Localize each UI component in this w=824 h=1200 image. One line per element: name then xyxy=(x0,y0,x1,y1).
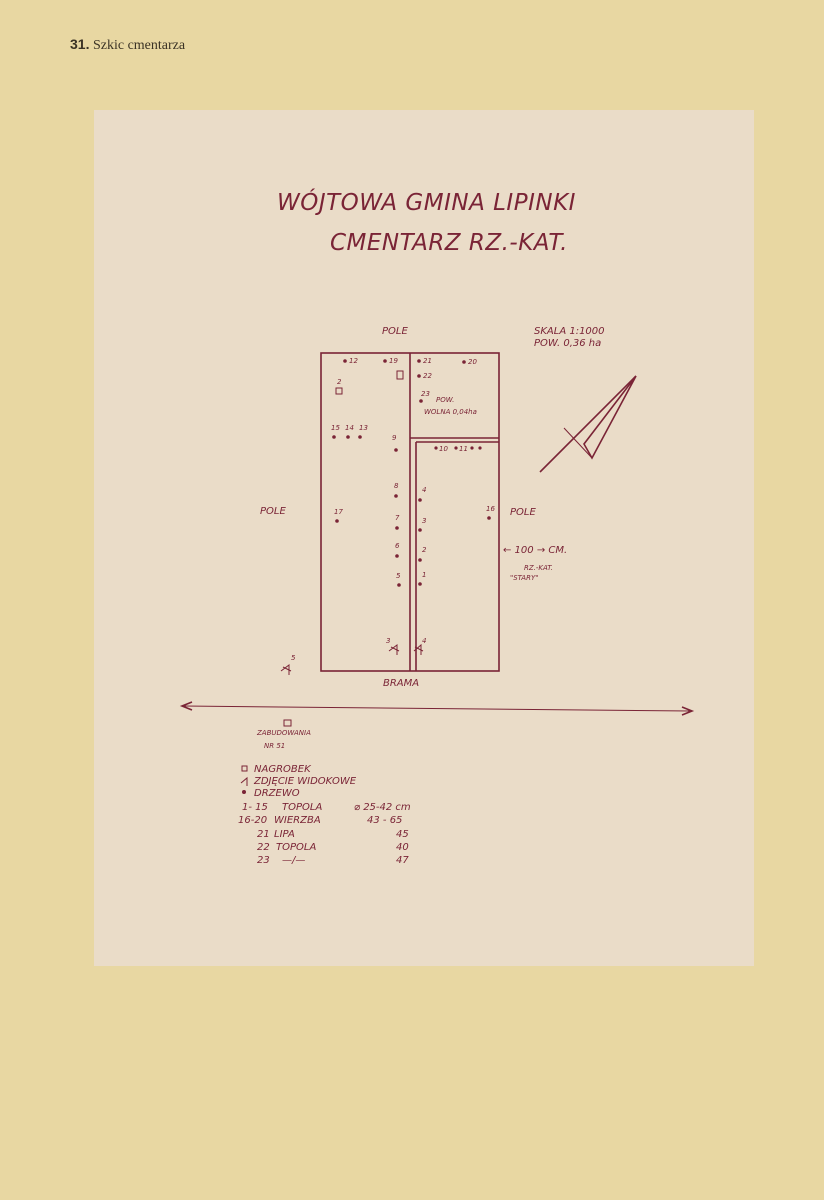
tree-number: 20 xyxy=(468,358,477,366)
photo-view-number: 4 xyxy=(422,637,427,645)
cemetery-plot xyxy=(321,353,499,671)
caption-text: Szkic cmentarza xyxy=(92,38,186,53)
sketch-title-line2: CMENTARZ RZ.-KAT. xyxy=(330,230,568,256)
photo-view-icon xyxy=(281,665,291,675)
tree-marker xyxy=(462,360,466,364)
gravestone-icon xyxy=(242,766,247,771)
gravestone-icon xyxy=(336,388,342,394)
tree-table-species: TOPOLA xyxy=(276,842,317,853)
tree-table-species: TOPOLA xyxy=(282,802,323,813)
tree-marker xyxy=(397,583,401,587)
tree-table-range: 21 xyxy=(257,829,270,840)
field-label-right: POLE xyxy=(510,507,536,518)
area-label: POW. 0,36 ha xyxy=(534,338,602,349)
tree-number: 11 xyxy=(459,445,468,453)
tree-number: 9 xyxy=(392,434,397,442)
photo-view-icon xyxy=(389,645,399,655)
scale-label: SKALA 1:1000 xyxy=(534,326,605,337)
tree-number: 17 xyxy=(334,508,343,516)
tree-marker xyxy=(332,435,336,439)
old-cemetery-label-2: "STARY" xyxy=(510,574,539,582)
tree-table-species: —/— xyxy=(282,855,306,866)
tree-table-diameter: 47 xyxy=(396,855,409,866)
tree-table-range: 16-20 xyxy=(238,815,268,826)
field-label-top: POLE xyxy=(382,326,408,337)
tree-marker xyxy=(419,399,423,403)
tree-table-species: LIPA xyxy=(274,829,295,840)
tree-marker xyxy=(394,494,398,498)
tree-marker xyxy=(418,528,422,532)
tree-marker xyxy=(358,435,362,439)
north-arrow-icon xyxy=(540,376,636,472)
tree-marker xyxy=(394,448,398,452)
tree-number: 22 xyxy=(423,372,432,380)
old-cemetery-label-1: RZ.-KAT. xyxy=(524,564,553,572)
tree-number: 5 xyxy=(396,572,401,580)
tree-marker xyxy=(478,446,481,449)
tree-marker xyxy=(346,435,350,439)
tree-number: 3 xyxy=(422,517,427,525)
photo-view-number: 5 xyxy=(291,654,296,662)
tree-number: 4 xyxy=(422,486,427,494)
cemetery-sketch xyxy=(94,110,754,966)
building-icon xyxy=(284,720,291,726)
tree-marker xyxy=(395,554,399,558)
tree-number: 19 xyxy=(389,357,398,365)
road-line xyxy=(182,702,692,715)
gravestone-number: 2 xyxy=(337,378,342,386)
gate-label: BRAMA xyxy=(383,678,420,689)
legend xyxy=(241,764,357,799)
tree-marker xyxy=(418,498,422,502)
field-label-left: POLE xyxy=(260,506,286,517)
tree-table xyxy=(238,802,411,866)
tree-marker xyxy=(418,582,422,586)
tree-number: 21 xyxy=(423,357,432,365)
tree-number: 8 xyxy=(394,482,399,490)
tree-number: 16 xyxy=(486,505,495,513)
photo-view-number: 3 xyxy=(386,637,391,645)
tree-table-range: 22 xyxy=(257,842,270,853)
buildings-label-2: NR 51 xyxy=(264,742,286,750)
tree-marker xyxy=(434,446,437,449)
tree-marker xyxy=(417,359,421,363)
tree-table-range: 1- 15 xyxy=(242,802,268,813)
tree-number: 2 xyxy=(422,546,427,554)
tree-marker xyxy=(417,374,421,378)
tree-table-diameter: 43 - 65 xyxy=(367,815,403,826)
caption-number: 31. xyxy=(70,36,90,52)
tree-marker xyxy=(343,359,347,363)
legend-photo-view: ZDJĘCIE WIDOKOWE xyxy=(254,776,357,787)
free-area-label-1: POW. xyxy=(436,396,455,404)
tree-number: 13 xyxy=(359,424,368,432)
photo-view-icon xyxy=(241,778,247,786)
tree-number: 14 xyxy=(345,424,354,432)
tree-number: 10 xyxy=(439,445,448,453)
tree-marker xyxy=(454,446,457,449)
tree-table-species: WIERZBA xyxy=(274,815,321,826)
tree-number: 6 xyxy=(395,542,400,550)
legend-gravestone: NAGROBEK xyxy=(254,764,311,775)
sketch-sheet xyxy=(94,110,754,966)
tree-table-diameter: 45 xyxy=(396,829,409,840)
tree-table-range: 23 xyxy=(257,855,270,866)
tree-marker xyxy=(335,519,339,523)
tree-number: 23 xyxy=(421,390,430,398)
tree-number: 7 xyxy=(395,514,400,522)
free-area-label-2: WOLNA 0,04ha xyxy=(424,408,477,416)
tree-marker xyxy=(395,526,399,530)
page-caption xyxy=(70,36,185,54)
tree-marker xyxy=(487,516,491,520)
buildings-label-1: ZABUDOWANIA xyxy=(257,729,311,737)
tree-table-diameter: ⌀ 25-42 cm xyxy=(354,802,411,813)
tree-number: 12 xyxy=(349,357,358,365)
legend-tree: DRZEWO xyxy=(254,788,300,799)
tree-marker xyxy=(470,446,473,449)
tree-marker xyxy=(418,558,422,562)
tree-marker xyxy=(383,359,387,363)
tree-number: 15 xyxy=(331,424,340,432)
tree-number: 1 xyxy=(422,571,427,579)
sketch-title-line1: WÓJTOWA GMINA LIPINKI xyxy=(277,190,576,216)
tree-marker xyxy=(242,790,246,794)
tree-table-diameter: 40 xyxy=(396,842,409,853)
gravestone-icon xyxy=(397,371,403,379)
distance-label: ← 100 → CM. xyxy=(503,545,568,556)
